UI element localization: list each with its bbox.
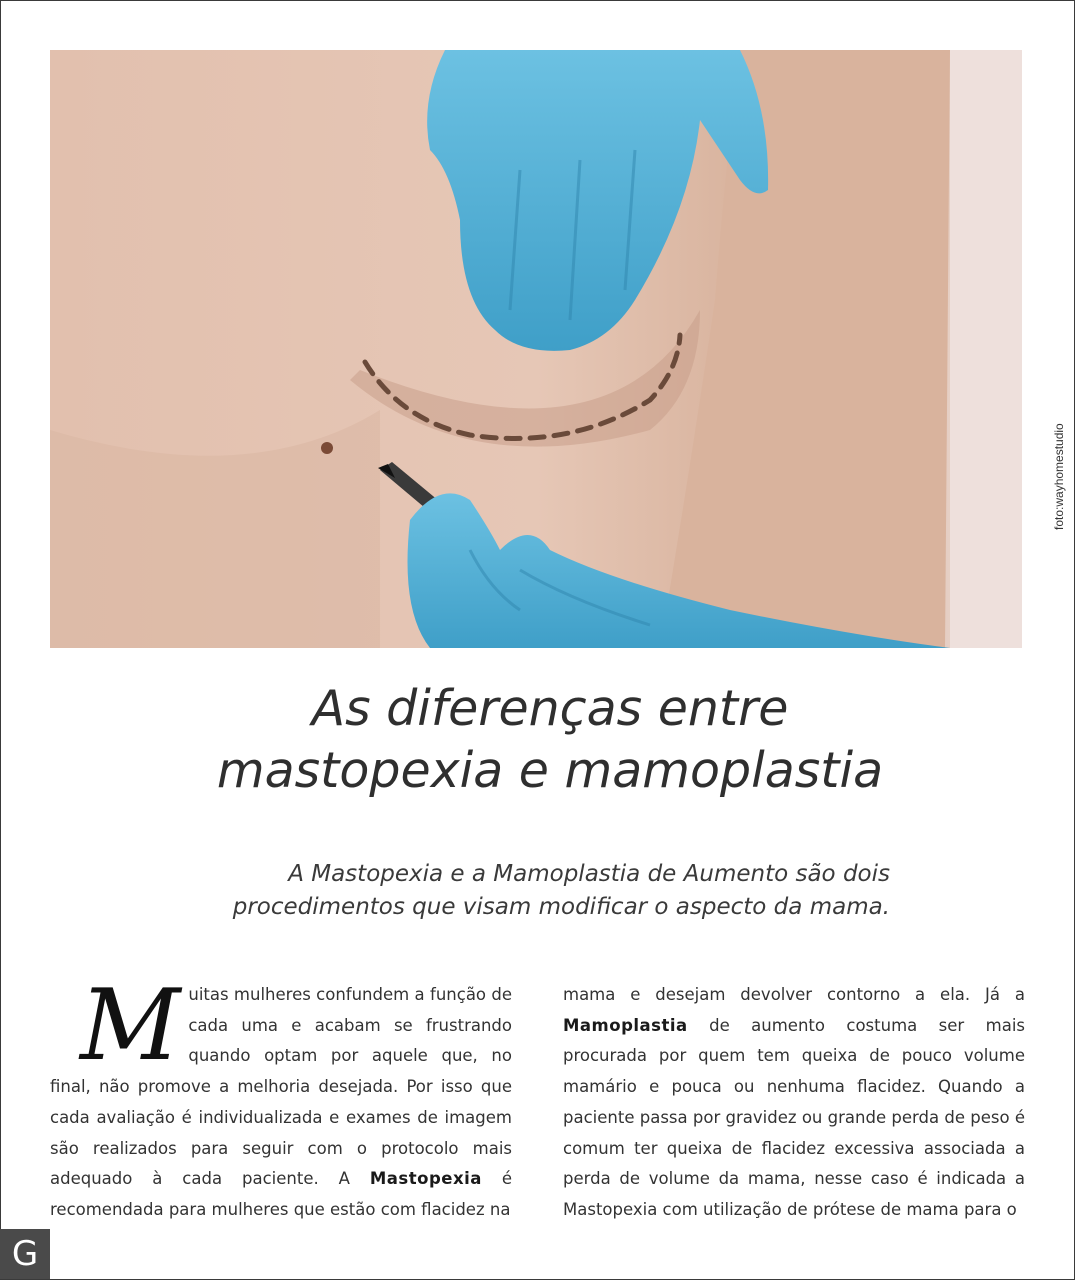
left-column-text-1: uitas mulheres confundem a função de cada uma e acabam se frustrando quando optam por aquele que, no final, não promove a melhoria desejada. Por isso que cada avaliação é individualizada e exames de imagem são realizados para seguir com o protocolo mais adequado à cada paciente. A	[50, 985, 512, 1189]
left-column-text-2: é recomendada para mulheres que estão com flacidez na	[50, 1169, 513, 1219]
photo-illustration	[50, 50, 1022, 648]
right-column-text-1: mama e desejam devolver contorno a ela. Já a	[563, 985, 1025, 1004]
article-subtitle: A Mastopexia e a Mamoplastia de Aumento são dois procedimentos que visam modificar o aspecto da mama.	[232, 861, 890, 920]
article-column-left	[50, 969, 513, 1226]
photo-credit: foto:wayhomestudio	[1052, 423, 1066, 530]
drop-cap: M	[80, 969, 181, 1083]
article-title	[150, 678, 950, 802]
magazine-logo: G	[0, 1229, 50, 1279]
keyword-mastopexia: Mastopexia	[369, 1169, 482, 1189]
right-column-text-2: de aumento costuma ser mais procurada por quem tem queixa de pouco volume mamário e pouca ou nenhuma flacidez. Quando a paciente passa por gravidez ou grande perda de peso é comum ter queixa de flacidez excessiva associada a perda de volume da mama, nesse caso é indicada a Mastopexia com utilização de prótese de mama para o	[563, 1015, 1025, 1219]
article-photo	[50, 50, 1066, 648]
keyword-mamoplastia: Mamoplastia	[563, 1015, 688, 1035]
article-title-line-1: As diferenças entre	[311, 680, 789, 737]
article-title-line-2: mastopexia e mamoplastia	[216, 742, 884, 799]
article-column-right	[563, 980, 1025, 1226]
